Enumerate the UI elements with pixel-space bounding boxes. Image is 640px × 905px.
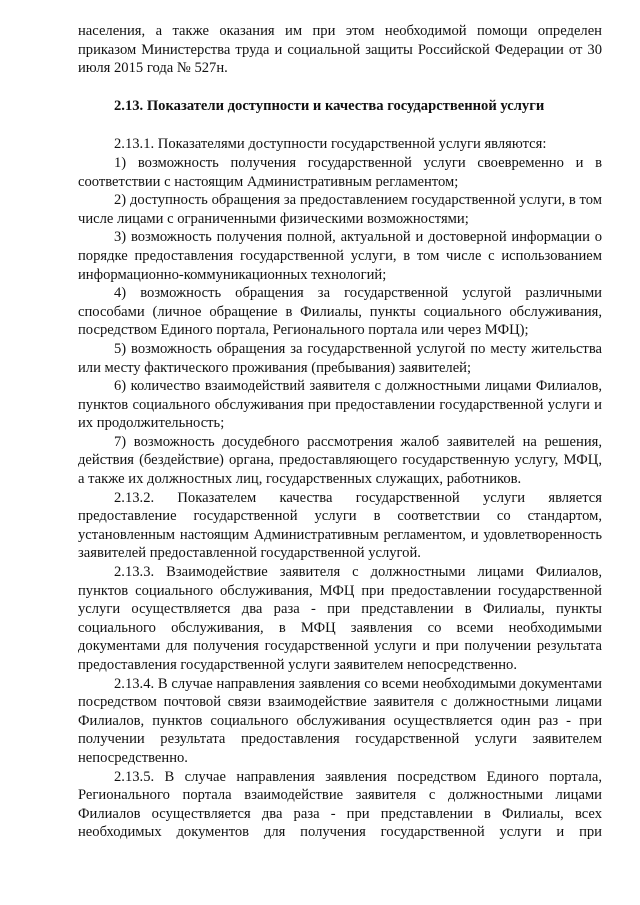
spacer — [78, 78, 602, 97]
paragraph-2-13-4: 2.13.4. В случае направления заявления со всеми необходимыми документами посредством почтовой связи взаимодействие заявителя с должностными лицами Филиалов, пунктов социального обслуживания осуществляется один раз - при получении результата предоставления государственной услуги заявителем непосредственно. — [78, 675, 602, 766]
list-item-6: 6) количество взаимодействий заявителя с должностными лицами Филиалов, пунктов социального обслуживания при предоставлении государственной услуги и их продолжительность; — [78, 378, 602, 432]
list-item-5: 5) возможность обращения за государственной услугой по месту жительства или месту фактического проживания (пребывания) заявителей; — [78, 340, 602, 376]
spacer — [78, 115, 602, 135]
paragraph-2-13-1: 2.13.1. Показателями доступности государственной услуги являются: — [114, 136, 547, 153]
intro-paragraph: населения, а также оказания им при этом необходимой помощи определен приказом Министерства труда и социальной защиты Российской Федерации от 30 июля 2015 года № 527н. — [78, 23, 602, 77]
list-item-2: 2) доступность обращения за предоставлением государственной услуги, в том числе лицами с ограниченными физическими возможностями; — [78, 192, 602, 227]
paragraph-2-13-5: 2.13.5. В случае направления заявления посредством Единого портала, Регионального портала взаимодействие заявителя с должностными лицами Филиалов осуществляется два раза - при представлении в Филиалы, всех необходимых документов для получения государственной услуги и при — [78, 768, 602, 841]
paragraph-2-13-3: 2.13.3. Взаимодействие заявителя с должностными лицами Филиалов, пунктов социального обслуживания, МФЦ при предоставлении государственной услуги осуществляется два раза - при представлении в Филиалы, пункты социального обслуживания, в МФЦ заявления со всеми необходимыми документами для получения государственной услуги и при получении результата предоставления государственной услуги заявителем непосредственно. — [78, 564, 602, 673]
section-heading: 2.13. Показатели доступности и качества государственной услуги — [114, 97, 545, 114]
document-page — [78, 22, 602, 842]
list-item-3: 3) возможность получения полной, актуальной и достоверной информации о порядке предоставления государственной услуги, в том числе с использованием информационно-коммуникационных технологий; — [78, 229, 602, 283]
list-item-4: 4) возможность обращения за государственной услугой различными способами (личное обращение в Филиалы, пункты социального обслуживания, посредством Единого портала, Регионального портала или через МФЦ); — [78, 285, 602, 339]
list-item-1: 1) возможность получения государственной услуги своевременно и в соответствии с настоящим Административным регламентом; — [78, 154, 602, 190]
list-item-7: 7) возможность досудебного рассмотрения жалоб заявителей на решения, действия (бездействие) органа, предоставляющего государственную услугу, МФЦ, а также их должностных лиц, государственных служащих, работников. — [78, 433, 602, 488]
paragraph-2-13-2: 2.13.2. Показателем качества государственной услуги является предоставление государственной услуги в соответствии со стандартом, установленным настоящим Административным регламентом, и удовлетворенность заявителей предоставленной государственной услугой. — [78, 489, 602, 562]
